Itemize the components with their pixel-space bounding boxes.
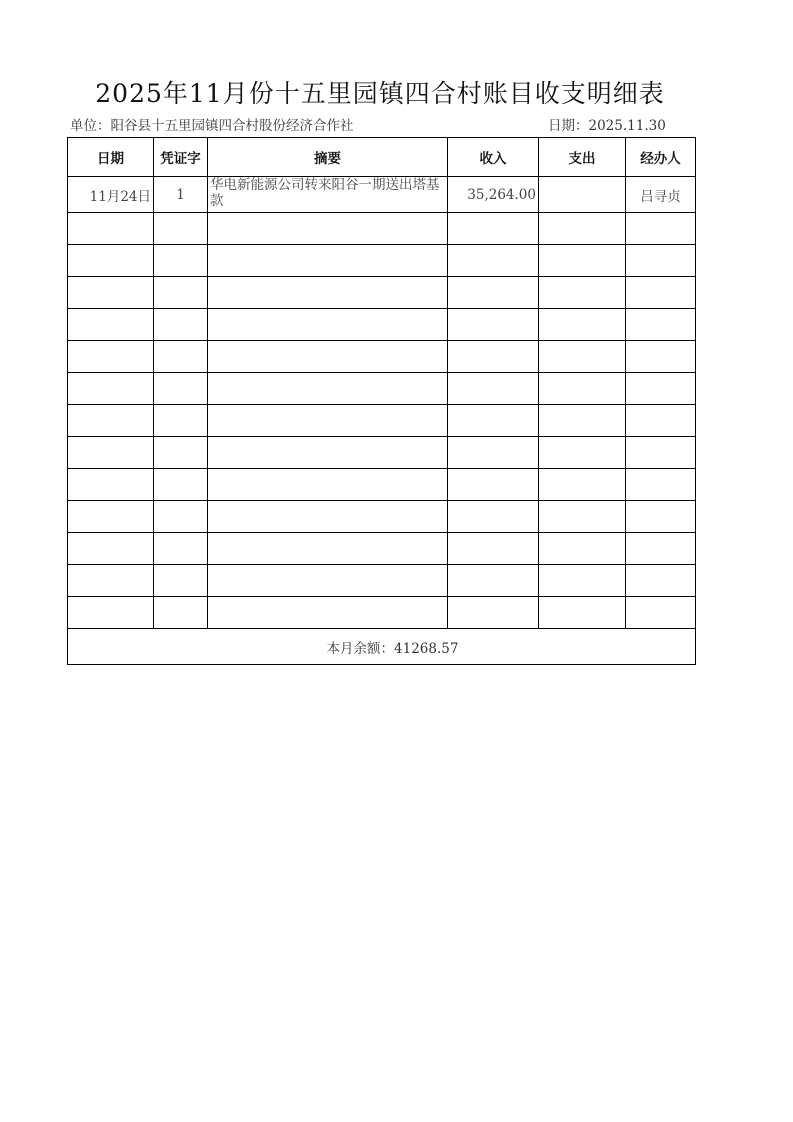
cell-date [68,501,154,533]
cell-handler [626,501,696,533]
cell-summary [208,469,448,501]
table-row [68,373,696,405]
cell-summary [208,437,448,469]
header-voucher: 凭证字 [154,138,208,177]
cell-income [448,501,539,533]
cell-voucher [154,469,208,501]
unit-value: 阳谷县十五里园镇四合村股份经济合作社 [110,118,354,134]
cell-expense [539,213,626,245]
header-expense: 支出 [539,138,626,177]
cell-expense [539,177,626,213]
cell-income [448,373,539,405]
cell-summary [208,373,448,405]
cell-date [68,341,154,373]
table-row [68,405,696,437]
cell-voucher [154,501,208,533]
cell-handler [626,277,696,309]
cell-voucher [154,565,208,597]
cell-date [68,533,154,565]
header-row [68,138,696,177]
table-row [68,437,696,469]
cell-expense [539,373,626,405]
cell-handler: 吕寻贞 [626,177,696,213]
cell-income [448,405,539,437]
header-date: 日期 [68,138,154,177]
cell-income [448,309,539,341]
unit-line [70,114,354,134]
table-row [68,565,696,597]
cell-voucher: 1 [154,177,208,213]
ledger-body [68,177,696,629]
cell-voucher [154,373,208,405]
cell-voucher [154,245,208,277]
cell-voucher [154,597,208,629]
table-row [68,177,696,213]
table-row [68,277,696,309]
cell-income [448,437,539,469]
cell-income [448,341,539,373]
header-summary: 摘要 [208,138,448,177]
cell-handler [626,341,696,373]
ledger-table [67,137,696,665]
cell-summary [208,277,448,309]
balance-cell [68,629,696,665]
header-handler: 经办人 [626,138,696,177]
date-value: 2025.11.30 [588,118,666,134]
table-row [68,533,696,565]
table-row [68,309,696,341]
unit-label: 单位： [70,118,111,134]
header-income: 收入 [448,138,539,177]
table-row [68,341,696,373]
cell-handler [626,213,696,245]
cell-expense [539,309,626,341]
cell-summary [208,405,448,437]
cell-handler [626,533,696,565]
cell-handler [626,405,696,437]
page-title: 2025年11月份十五里园镇四合村账目收支明细表 [95,79,665,108]
cell-handler [626,309,696,341]
cell-date [68,469,154,501]
month-balance: 本月余额：41268.57 [326,640,459,657]
cell-handler [626,437,696,469]
cell-summary [208,565,448,597]
cell-expense [539,437,626,469]
cell-handler [626,565,696,597]
cell-expense [539,533,626,565]
table-row [68,245,696,277]
cell-income [448,597,539,629]
cell-income [448,565,539,597]
date-label: 日期： [548,118,589,134]
cell-date [68,277,154,309]
cell-income: 35,264.00 [448,177,539,213]
footer-row [68,629,696,665]
table-row [68,469,696,501]
cell-summary [208,533,448,565]
cell-date: 11月24日 [68,177,154,213]
cell-income [448,245,539,277]
cell-date [68,565,154,597]
cell-handler [626,245,696,277]
cell-summary: 华电新能源公司转来阳谷一期送出塔基款 [208,177,448,213]
table-row [68,501,696,533]
cell-date [68,373,154,405]
cell-date [68,437,154,469]
cell-summary [208,597,448,629]
cell-date [68,309,154,341]
cell-summary [208,501,448,533]
table-row [68,213,696,245]
cell-summary [208,341,448,373]
cell-summary [208,213,448,245]
cell-date [68,597,154,629]
cell-income [448,533,539,565]
cell-voucher [154,341,208,373]
cell-income [448,277,539,309]
cell-voucher [154,405,208,437]
date-line [548,114,666,134]
cell-expense [539,597,626,629]
cell-income [448,213,539,245]
cell-date [68,405,154,437]
cell-summary [208,309,448,341]
cell-handler [626,373,696,405]
cell-expense [539,245,626,277]
cell-voucher [154,309,208,341]
cell-voucher [154,277,208,309]
cell-summary [208,245,448,277]
cell-handler [626,597,696,629]
cell-date [68,245,154,277]
cell-voucher [154,213,208,245]
cell-date [68,213,154,245]
cell-expense [539,405,626,437]
cell-expense [539,469,626,501]
table-row [68,597,696,629]
cell-voucher [154,533,208,565]
cell-income [448,469,539,501]
cell-expense [539,341,626,373]
cell-handler [626,469,696,501]
cell-expense [539,565,626,597]
cell-voucher [154,437,208,469]
cell-expense [539,277,626,309]
cell-expense [539,501,626,533]
